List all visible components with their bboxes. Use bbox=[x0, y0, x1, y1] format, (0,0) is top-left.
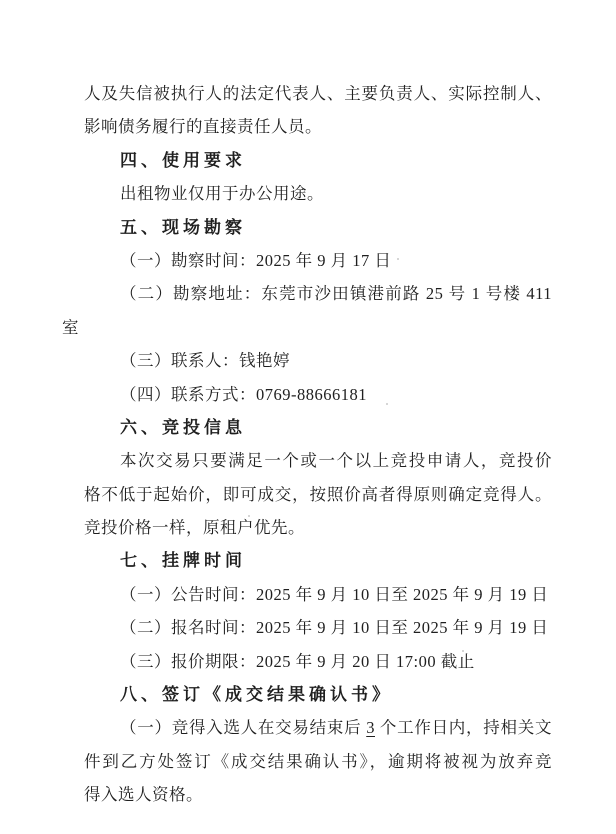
contact-person-line: （三）联系人：钱艳婷 bbox=[120, 351, 290, 371]
quotation-deadline-line: （三）报价期限：2025 年 9 月 20 日 17:00 截止 bbox=[120, 651, 475, 671]
scan-speck bbox=[462, 650, 464, 652]
announcement-time-line: （一）公告时间：2025 年 9 月 10 日至 2025 年 9 月 19 日 bbox=[120, 584, 549, 604]
section-8-heading-confirmation-signing: 八、签订《成交结果确认书》 bbox=[120, 685, 393, 705]
section-5-heading-site-inspection: 五、现场勘察 bbox=[120, 217, 246, 237]
paragraph-line: 得入选人资格。 bbox=[84, 785, 203, 805]
section-7-heading-listing-time: 七、挂牌时间 bbox=[120, 551, 246, 571]
document-body bbox=[62, 77, 553, 812]
section-6-heading-bidding-info: 六、竞投信息 bbox=[120, 417, 246, 437]
inspection-time-line: （一）勘察时间：2025 年 9 月 17 日 bbox=[120, 250, 392, 270]
underlined-number: 3 bbox=[366, 718, 375, 738]
scan-speck bbox=[386, 403, 388, 405]
paragraph-line: 本次交易只要满足一个或一个以上竞投申请人，竞投价 bbox=[120, 451, 552, 471]
paragraph-line: 影响债务履行的直接责任人员。 bbox=[84, 117, 322, 137]
paragraph-line: 竞投价格一样，原租户优先。 bbox=[84, 518, 305, 538]
address-continuation-line: 室 bbox=[62, 317, 79, 337]
paragraph-line bbox=[84, 711, 552, 744]
registration-time-line: （二）报名时间：2025 年 9 月 10 日至 2025 年 9 月 19 日 bbox=[120, 618, 549, 638]
line-text: 个工作日内，持相关文 bbox=[374, 718, 553, 738]
line-text: （一）竞得入选人在交易结束后 bbox=[120, 718, 367, 738]
section-4-heading-usage-requirements: 四、使用要求 bbox=[120, 150, 246, 170]
paragraph-line: 出租物业仅用于办公用途。 bbox=[120, 184, 324, 204]
scan-speck bbox=[248, 515, 250, 517]
paragraph-line: 人及失信被执行人的法定代表人、主要负责人、实际控制人、 bbox=[84, 84, 552, 103]
scan-speck bbox=[397, 258, 399, 260]
paragraph-line: 件到乙方处签订《成交结果确认书》，逾期将被视为放弃竞 bbox=[84, 751, 552, 771]
inspection-address-line: （二）勘察地址：东莞市沙田镇港前路 25 号 1 号楼 411 bbox=[120, 284, 552, 304]
paragraph-line: 格不低于起始价，即可成交，按照价高者得原则确定竞得人。 bbox=[84, 484, 552, 504]
contact-phone-line: （四）联系方式：0769-88666181 bbox=[120, 384, 367, 404]
